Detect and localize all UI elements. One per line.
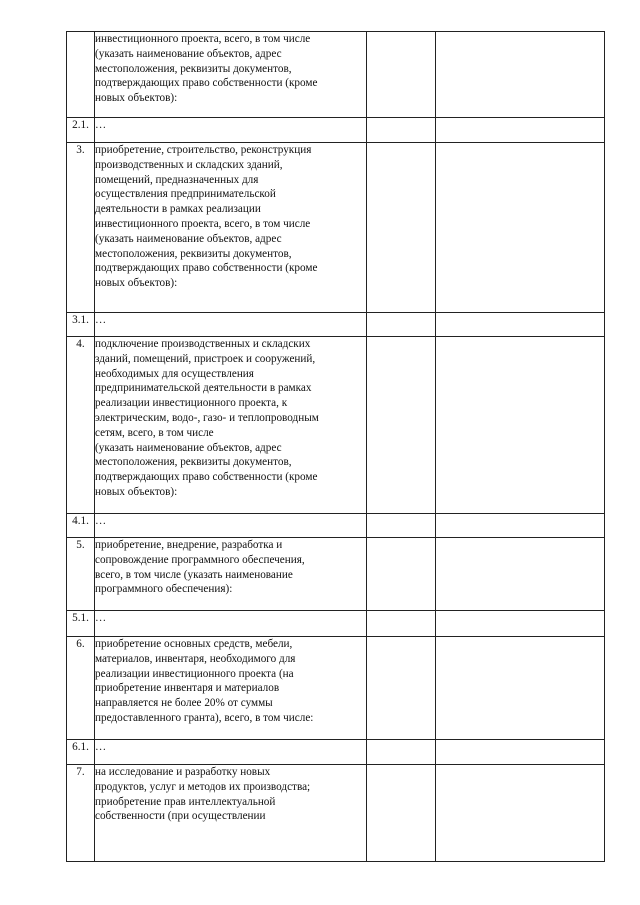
description-line: приобретение инвентаря и материалов <box>95 682 280 695</box>
notes-cell[interactable] <box>436 538 605 611</box>
description-line: направляется не более 20% от суммы <box>95 697 273 710</box>
description-line: (указать наименование объектов, адрес <box>95 441 282 454</box>
notes-cell[interactable] <box>436 740 605 765</box>
description-line: приобретение, строительство, реконструкция <box>95 144 312 156</box>
description-line: … <box>95 612 107 624</box>
row-number: 7. <box>67 765 95 862</box>
item-description <box>95 765 367 862</box>
notes-cell[interactable] <box>436 765 605 862</box>
amount-cell[interactable] <box>367 313 436 337</box>
table-row <box>67 143 605 313</box>
description-line: подтверждающих право собственности (кроме <box>95 77 318 90</box>
description-line: (указать наименование объектов, адрес <box>95 47 282 60</box>
amount-cell[interactable] <box>367 611 436 637</box>
row-number: 3. <box>67 143 95 313</box>
description-line: приобретение, внедрение, разработка и <box>95 539 283 551</box>
description-line: … <box>95 119 107 131</box>
table-row <box>67 637 605 740</box>
description-line: новых объектов): <box>95 92 178 105</box>
description-line: продуктов, услуг и методов их производства; <box>95 780 311 793</box>
description-line: реализации инвестиционного проекта (на <box>95 667 294 680</box>
table-row <box>67 313 605 337</box>
item-description <box>95 337 367 514</box>
row-number: 6. <box>67 637 95 740</box>
description-line: новых объектов): <box>95 277 178 290</box>
item-description <box>95 514 367 538</box>
amount-cell[interactable] <box>367 143 436 313</box>
description-line: реализации инвестиционного проекта, к <box>95 397 288 410</box>
description-line: деятельности в рамках реализации <box>95 203 261 216</box>
table-row <box>67 765 605 862</box>
item-description <box>95 637 367 740</box>
notes-cell[interactable] <box>436 337 605 514</box>
amount-cell[interactable] <box>367 538 436 611</box>
notes-cell[interactable] <box>436 118 605 143</box>
item-description <box>95 611 367 637</box>
description-line: инвестиционного проекта, всего, в том числе <box>95 33 311 45</box>
table-row <box>67 611 605 637</box>
item-description <box>95 143 367 313</box>
row-number: 4.1. <box>67 514 95 538</box>
description-line: подтверждающих право собственности (кроме <box>95 471 318 484</box>
notes-cell[interactable] <box>436 313 605 337</box>
description-line: на исследование и разработку новых <box>95 766 271 778</box>
description-line: производственных и складских зданий, <box>95 158 283 171</box>
row-number: 5. <box>67 538 95 611</box>
description-line: необходимых для осуществления <box>95 367 254 380</box>
description-line: подтверждающих право собственности (кроме <box>95 262 318 275</box>
amount-cell[interactable] <box>367 765 436 862</box>
description-line: приобретение прав интеллектуальной <box>95 795 276 808</box>
description-line: подключение производственных и складских <box>95 338 311 350</box>
description-line: помещений, предназначенных для <box>95 173 259 186</box>
description-line: … <box>95 515 107 527</box>
description-line: сетям, всего, в том числе <box>95 426 214 439</box>
row-number: 3.1. <box>67 313 95 337</box>
description-line: … <box>95 741 107 753</box>
description-line: предоставленного гранта), всего, в том числе: <box>95 711 314 724</box>
notes-cell[interactable] <box>436 611 605 637</box>
item-description <box>95 32 367 118</box>
description-line: инвестиционного проекта, всего, в том числе <box>95 217 311 230</box>
description-line: материалов, инвентаря, необходимого для <box>95 652 296 665</box>
table-row <box>67 32 605 118</box>
description-line: (указать наименование объектов, адрес <box>95 232 282 245</box>
row-number: 5.1. <box>67 611 95 637</box>
amount-cell[interactable] <box>367 337 436 514</box>
description-line: электрическим, водо-, газо- и теплопроводным <box>95 411 319 424</box>
table-row <box>67 118 605 143</box>
row-number: 2.1. <box>67 118 95 143</box>
description-line: собственности (при осуществлении <box>95 810 266 823</box>
table-row <box>67 740 605 765</box>
description-line: приобретение основных средств, мебели, <box>95 638 293 650</box>
notes-cell[interactable] <box>436 637 605 740</box>
row-number <box>67 32 95 118</box>
description-line: всего, в том числе (указать наименование <box>95 568 293 581</box>
item-description <box>95 118 367 143</box>
notes-cell[interactable] <box>436 32 605 118</box>
notes-cell[interactable] <box>436 514 605 538</box>
description-line: зданий, помещений, пристроек и сооружений, <box>95 352 316 365</box>
description-line: программного обеспечения): <box>95 583 233 596</box>
description-line: предпринимательской деятельности в рамках <box>95 382 312 395</box>
amount-cell[interactable] <box>367 514 436 538</box>
row-number: 6.1. <box>67 740 95 765</box>
description-line: новых объектов): <box>95 485 178 498</box>
description-line: местоположения, реквизиты документов, <box>95 62 292 75</box>
table-row <box>67 538 605 611</box>
table-row <box>67 337 605 514</box>
amount-cell[interactable] <box>367 637 436 740</box>
item-description <box>95 740 367 765</box>
item-description <box>95 313 367 337</box>
row-number: 4. <box>67 337 95 514</box>
description-line: … <box>95 314 107 326</box>
description-line: сопровождение программного обеспечения, <box>95 553 305 566</box>
amount-cell[interactable] <box>367 740 436 765</box>
table-row <box>67 514 605 538</box>
item-description <box>95 538 367 611</box>
description-line: местоположения, реквизиты документов, <box>95 456 292 469</box>
description-line: осуществления предпринимательской <box>95 188 276 201</box>
amount-cell[interactable] <box>367 32 436 118</box>
description-line: местоположения, реквизиты документов, <box>95 247 292 260</box>
notes-cell[interactable] <box>436 143 605 313</box>
budget-items-table <box>66 31 605 862</box>
amount-cell[interactable] <box>367 118 436 143</box>
